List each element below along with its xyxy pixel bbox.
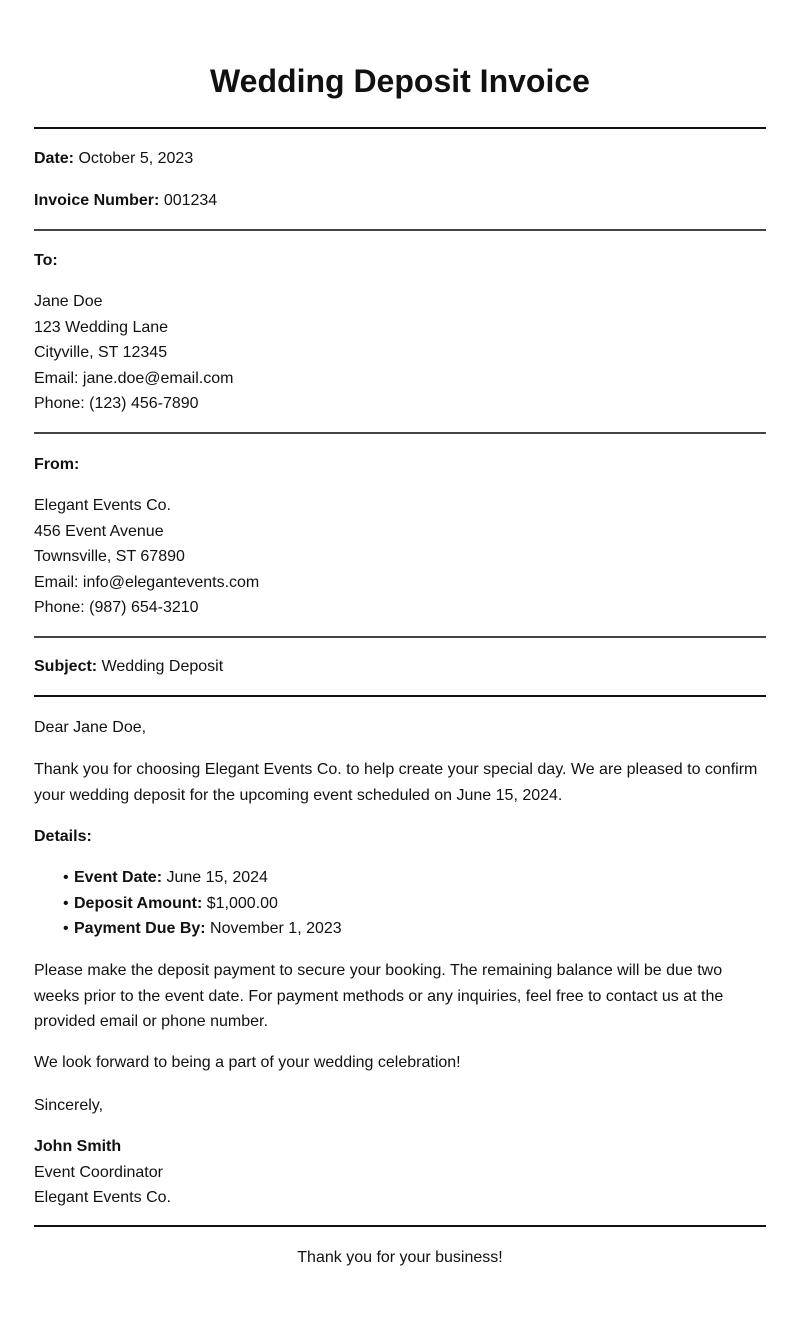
intro-paragraph: Thank you for choosing Elegant Events Co. to help create your special day. We are pleased to confirm your wedding deposit for the upcoming event scheduled on June 15, 2024. [34,761,758,804]
recipient-name: Jane Doe [34,293,103,310]
divider [34,229,766,231]
list-item [34,865,342,891]
signoff: Sincerely, [34,1097,104,1114]
date-label: Date: [34,150,75,167]
divider [34,1225,766,1227]
subject-label: Subject: [34,658,98,675]
detail-label: Event Date: [74,869,163,886]
divider [34,432,766,434]
payment-note-paragraph: Please make the deposit payment to secure your booking. The remaining balance will be due two weeks prior to the event date. For payment methods or any inquiries, feel free to contact us at the provided email or phone number. [34,962,724,1031]
recipient-city: Cityville, ST 12345 [34,344,168,362]
detail-value: June 15, 2024 [166,869,268,886]
from-label-text: From: [34,456,80,473]
bullet-icon: • [63,869,69,886]
detail-label: Payment Due By: [74,920,206,938]
bullet-icon: • [63,894,69,912]
list-item [34,891,342,917]
signature-company: Elegant Events Co. [34,1189,171,1207]
invoice-number [34,188,217,214]
detail-label: Deposit Amount: [74,894,203,912]
invoice-number-value: 001234 [163,192,218,209]
bullet-icon: • [63,920,69,938]
detail-value: November 1, 2023 [210,920,342,938]
details-label-text: Details: [34,828,92,845]
invoice-number-label: Invoice Number: [34,192,160,209]
invoice-date [34,146,193,172]
signature-role: Event Coordinator [34,1163,163,1181]
from-label [34,452,79,478]
signature-name: John Smith [34,1138,122,1155]
page-title: Wedding Deposit Invoice [210,63,590,99]
recipient-street: 123 Wedding Lane [34,318,169,336]
detail-value: $1,000.00 [206,894,278,912]
subject-value: Wedding Deposit [101,658,224,675]
greeting: Dear Jane Doe, [34,719,147,736]
subject-line [34,654,223,680]
from-address-block [34,493,259,621]
date-value: October 5, 2023 [78,150,194,167]
to-address-block [34,289,233,417]
divider [34,127,766,129]
sender-city: Townsville, ST 67890 [34,548,185,566]
divider [34,695,766,697]
footer-text: Thank you for your business! [297,1249,503,1266]
details-label [34,824,92,850]
signature-block [34,1134,171,1211]
divider [34,636,766,638]
details-list [34,865,342,942]
to-label-text: To: [34,252,58,269]
list-item [34,916,342,942]
sender-phone: Phone: (987) 654-3210 [34,599,199,617]
sender-name: Elegant Events Co. [34,497,171,514]
sender-email: Email: info@elegantevents.com [34,573,260,591]
recipient-phone: Phone: (123) 456-7890 [34,395,199,413]
to-label [34,248,58,274]
sender-street: 456 Event Avenue [34,522,164,540]
closing-line: We look forward to being a part of your wedding celebration! [34,1054,461,1071]
recipient-email: Email: jane.doe@email.com [34,369,234,387]
